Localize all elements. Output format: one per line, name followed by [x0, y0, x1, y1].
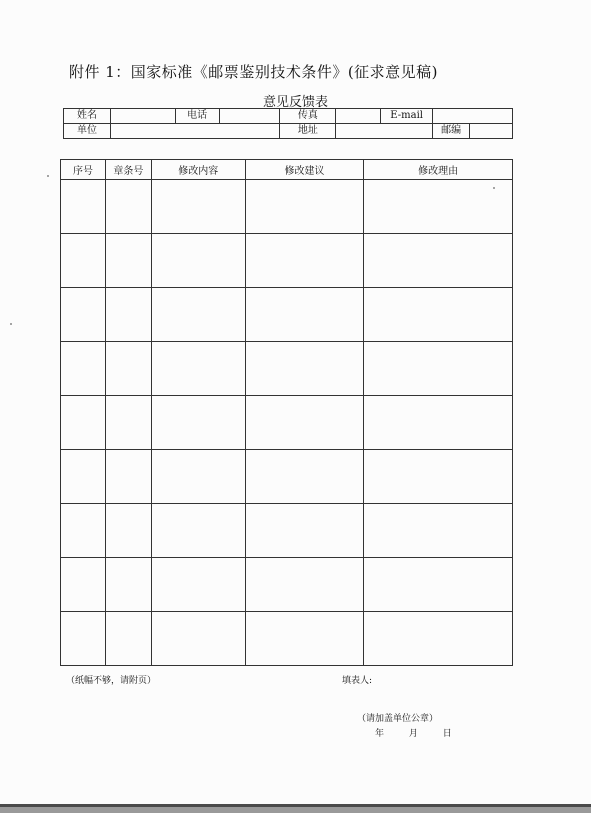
- table-row: [61, 288, 513, 342]
- table-cell[interactable]: [61, 396, 106, 450]
- table-cell[interactable]: [245, 396, 364, 450]
- table-row: [61, 558, 513, 612]
- table-cell[interactable]: [105, 180, 151, 234]
- unit-field[interactable]: [110, 124, 280, 139]
- contact-row-2: [64, 124, 513, 139]
- table-cell[interactable]: [245, 612, 364, 666]
- fax-label: 传真: [280, 109, 336, 124]
- scan-speck: [47, 175, 49, 177]
- table-cell[interactable]: [364, 558, 513, 612]
- table-cell[interactable]: [151, 450, 245, 504]
- table-cell[interactable]: [245, 180, 364, 234]
- year-label: 年: [375, 729, 385, 739]
- table-cell[interactable]: [245, 504, 364, 558]
- unit-label: 单位: [64, 124, 111, 139]
- document-title: 附件 1：国家标准《邮票鉴别技术条件》(征求意见稿): [69, 63, 439, 81]
- table-cell[interactable]: [105, 504, 151, 558]
- column-header: 序号: [61, 160, 106, 180]
- table-row: [61, 612, 513, 666]
- table-row: [61, 342, 513, 396]
- seal-note: （请加盖单位公章）: [357, 714, 439, 724]
- table-cell[interactable]: [245, 234, 364, 288]
- table-cell[interactable]: [151, 396, 245, 450]
- table-cell[interactable]: [61, 180, 106, 234]
- day-label: 日: [442, 729, 452, 739]
- table-cell[interactable]: [364, 288, 513, 342]
- table-cell[interactable]: [151, 612, 245, 666]
- table-cell[interactable]: [364, 234, 513, 288]
- month-label: 月: [408, 729, 418, 739]
- table-cell[interactable]: [105, 342, 151, 396]
- table-cell[interactable]: [105, 612, 151, 666]
- feedback-table: [60, 159, 513, 666]
- email-field[interactable]: [433, 109, 513, 124]
- table-cell[interactable]: [364, 504, 513, 558]
- table-cell[interactable]: [61, 558, 106, 612]
- table-cell[interactable]: [245, 288, 364, 342]
- table-row: [61, 180, 513, 234]
- table-cell[interactable]: [61, 612, 106, 666]
- contact-info-table: [63, 108, 513, 139]
- table-row: [61, 450, 513, 504]
- scan-speck: [10, 323, 12, 325]
- table-cell[interactable]: [245, 450, 364, 504]
- column-header: 修改建议: [245, 160, 364, 180]
- form-title: 意见反馈表: [262, 95, 328, 110]
- filler-label: 填表人:: [342, 676, 373, 686]
- table-header-row: [61, 160, 513, 180]
- table-cell[interactable]: [245, 558, 364, 612]
- table-cell[interactable]: [151, 288, 245, 342]
- page-note: （纸幅不够，请附页）: [66, 676, 157, 686]
- table-cell[interactable]: [364, 396, 513, 450]
- date-line: [375, 726, 452, 739]
- table-cell[interactable]: [61, 450, 106, 504]
- table-row: [61, 234, 513, 288]
- name-label: 姓名: [64, 109, 111, 124]
- table-cell[interactable]: [105, 450, 151, 504]
- table-cell[interactable]: [105, 234, 151, 288]
- table-row: [61, 504, 513, 558]
- postcode-cell: [433, 124, 513, 139]
- table-cell[interactable]: [364, 180, 513, 234]
- table-cell[interactable]: [151, 342, 245, 396]
- phone-label: 电话: [175, 109, 219, 124]
- table-cell[interactable]: [105, 558, 151, 612]
- name-field[interactable]: [110, 109, 175, 124]
- column-header: 章条号: [105, 160, 151, 180]
- table-cell[interactable]: [105, 396, 151, 450]
- table-cell[interactable]: [151, 180, 245, 234]
- contact-row-1: [64, 109, 513, 124]
- address-field[interactable]: [336, 124, 433, 139]
- scan-edge-shadow: [0, 807, 591, 813]
- table-cell[interactable]: [105, 288, 151, 342]
- column-header: 修改内容: [151, 160, 245, 180]
- table-cell[interactable]: [151, 504, 245, 558]
- phone-field[interactable]: [219, 109, 280, 124]
- table-cell[interactable]: [61, 342, 106, 396]
- postcode-label: 邮编: [433, 124, 470, 138]
- address-label: 地址: [280, 124, 336, 139]
- scan-speck: [493, 187, 495, 189]
- table-row: [61, 396, 513, 450]
- table-cell[interactable]: [364, 612, 513, 666]
- table-cell[interactable]: [364, 450, 513, 504]
- table-cell[interactable]: [245, 342, 364, 396]
- table-cell[interactable]: [61, 504, 106, 558]
- table-cell[interactable]: [151, 558, 245, 612]
- fax-field[interactable]: [336, 109, 381, 124]
- table-cell[interactable]: [61, 234, 106, 288]
- table-cell[interactable]: [61, 288, 106, 342]
- column-header: 修改理由: [364, 160, 513, 180]
- postcode-field[interactable]: [470, 124, 512, 138]
- email-label: E-mail: [381, 109, 433, 124]
- table-cell[interactable]: [364, 342, 513, 396]
- table-cell[interactable]: [151, 234, 245, 288]
